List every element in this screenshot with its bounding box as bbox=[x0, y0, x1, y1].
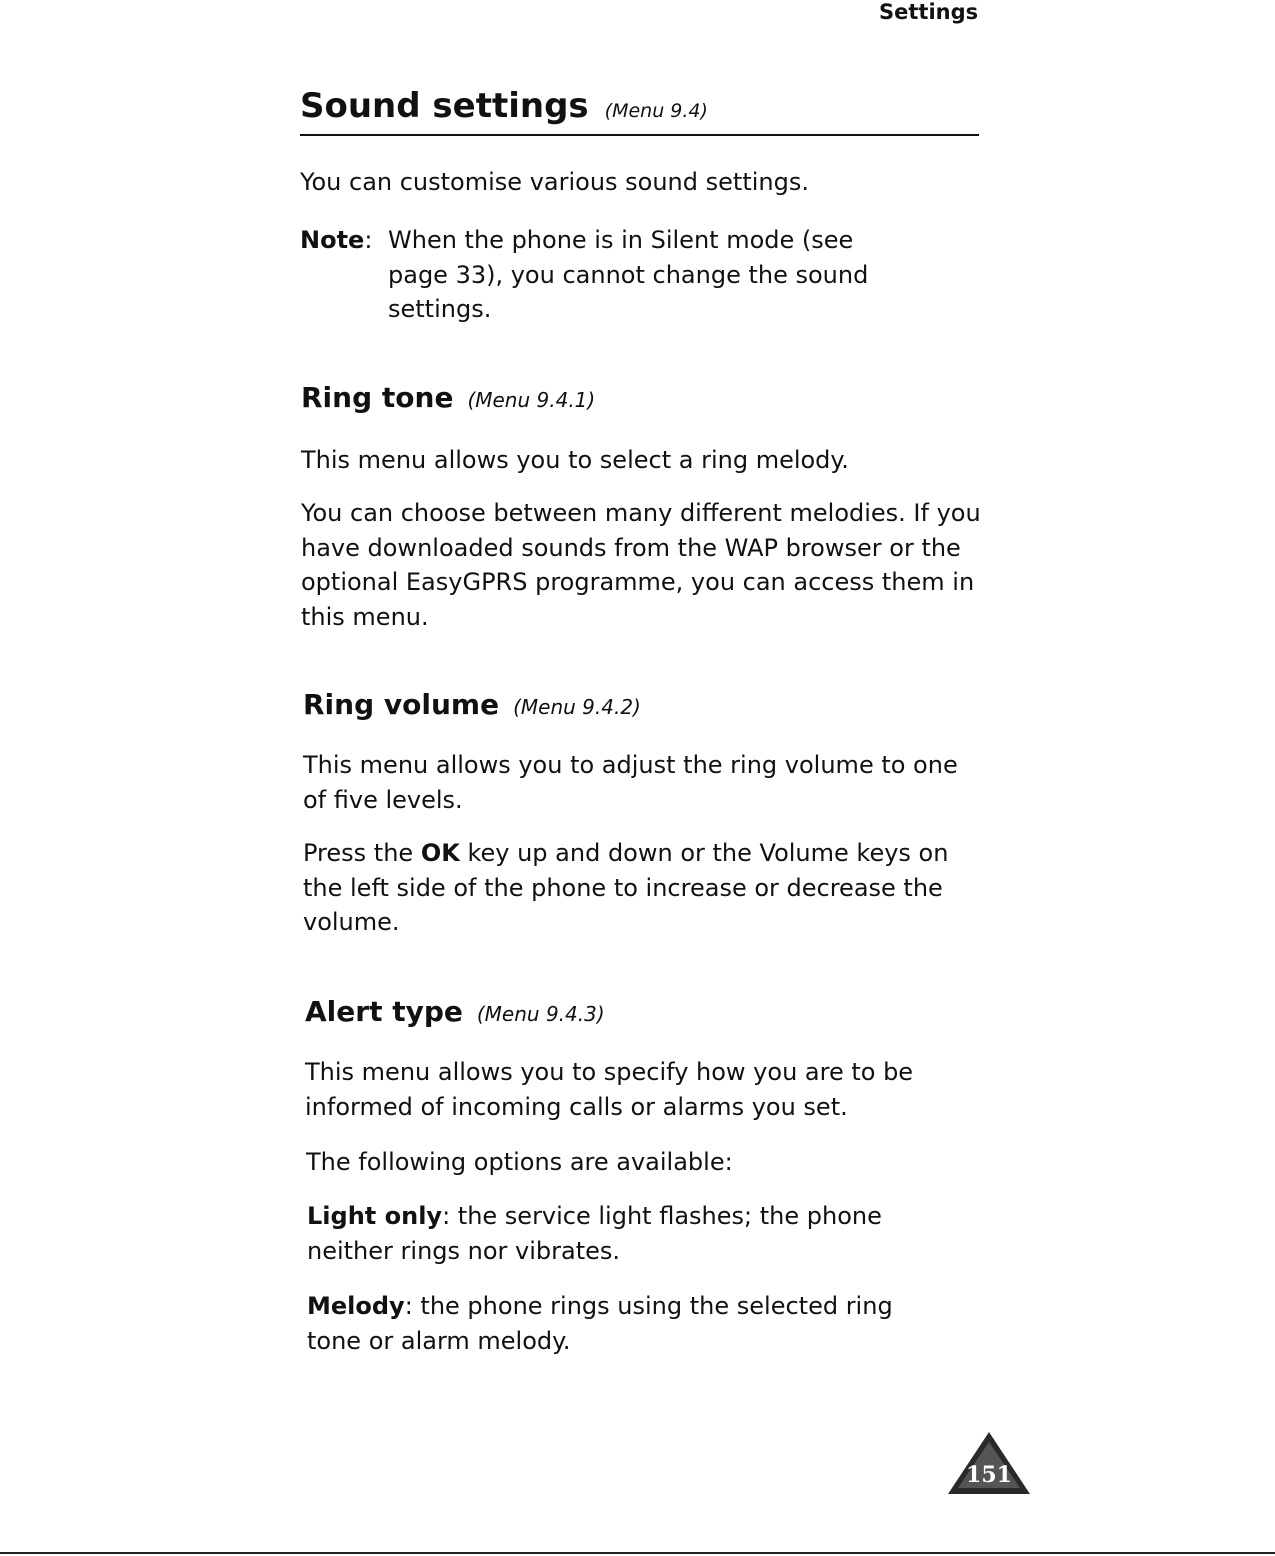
ok-key-term: OK bbox=[420, 839, 460, 867]
intro-text: You can customise various sound settings. bbox=[300, 168, 809, 196]
option-term: Melody bbox=[307, 1292, 405, 1320]
section-title-text: Alert type bbox=[305, 995, 463, 1028]
note-colon: : bbox=[364, 226, 373, 254]
page-title-menu-ref: (Menu 9.4) bbox=[604, 100, 708, 122]
option-text: : the phone rings using the selected ring tone or alarm melody. bbox=[307, 1292, 893, 1355]
page-number: 151 bbox=[966, 1462, 1012, 1488]
section-title-alert-type bbox=[305, 995, 605, 1028]
note-label: Note bbox=[300, 226, 365, 254]
section-title-ring-volume bbox=[303, 688, 641, 721]
bottom-rule bbox=[0, 1552, 1275, 1554]
page-number-badge bbox=[946, 1430, 1032, 1496]
section-title-text: Ring tone bbox=[301, 381, 454, 414]
ring-tone-paragraph-2: You can choose between many different melodies. If you have downloaded sounds from the WAP browser or the optional EasyGPRS programme, you can access them in this menu. bbox=[301, 499, 981, 631]
section-menu-ref: (Menu 9.4.2) bbox=[513, 695, 641, 719]
ring-tone-paragraph-1: This menu allows you to select a ring melody. bbox=[301, 446, 849, 474]
title-row bbox=[300, 86, 979, 136]
paragraph-text: Press the bbox=[303, 839, 421, 867]
note-block bbox=[300, 223, 940, 333]
note-text: When the phone is in Silent mode (see page 33), you cannot change the sound settings. bbox=[388, 226, 869, 323]
ring-volume-paragraph-2 bbox=[303, 836, 983, 940]
paragraph-text: key up and down or the Volume keys on the left side of the phone to increase or decrease the volume. bbox=[303, 839, 949, 936]
section-title-ring-tone bbox=[301, 381, 595, 414]
ring-volume-paragraph-1: This menu allows you to adjust the ring volume to one of five levels. bbox=[303, 751, 958, 814]
alert-type-paragraph-1: This menu allows you to specify how you are to be informed of incoming calls or alarms you set. bbox=[305, 1058, 914, 1121]
option-text: : the service light flashes; the phone neither rings nor vibrates. bbox=[307, 1202, 882, 1265]
running-header: Settings bbox=[879, 0, 979, 24]
section-menu-ref: (Menu 9.4.1) bbox=[467, 388, 596, 412]
page-title: Sound settings bbox=[300, 86, 589, 126]
section-title-text: Ring volume bbox=[303, 688, 500, 721]
option-term: Light only bbox=[307, 1202, 443, 1230]
option-light-only bbox=[307, 1199, 947, 1268]
section-menu-ref: (Menu 9.4.3) bbox=[476, 1002, 605, 1026]
option-melody bbox=[307, 1289, 947, 1358]
alert-type-paragraph-2: The following options are available: bbox=[306, 1148, 733, 1176]
